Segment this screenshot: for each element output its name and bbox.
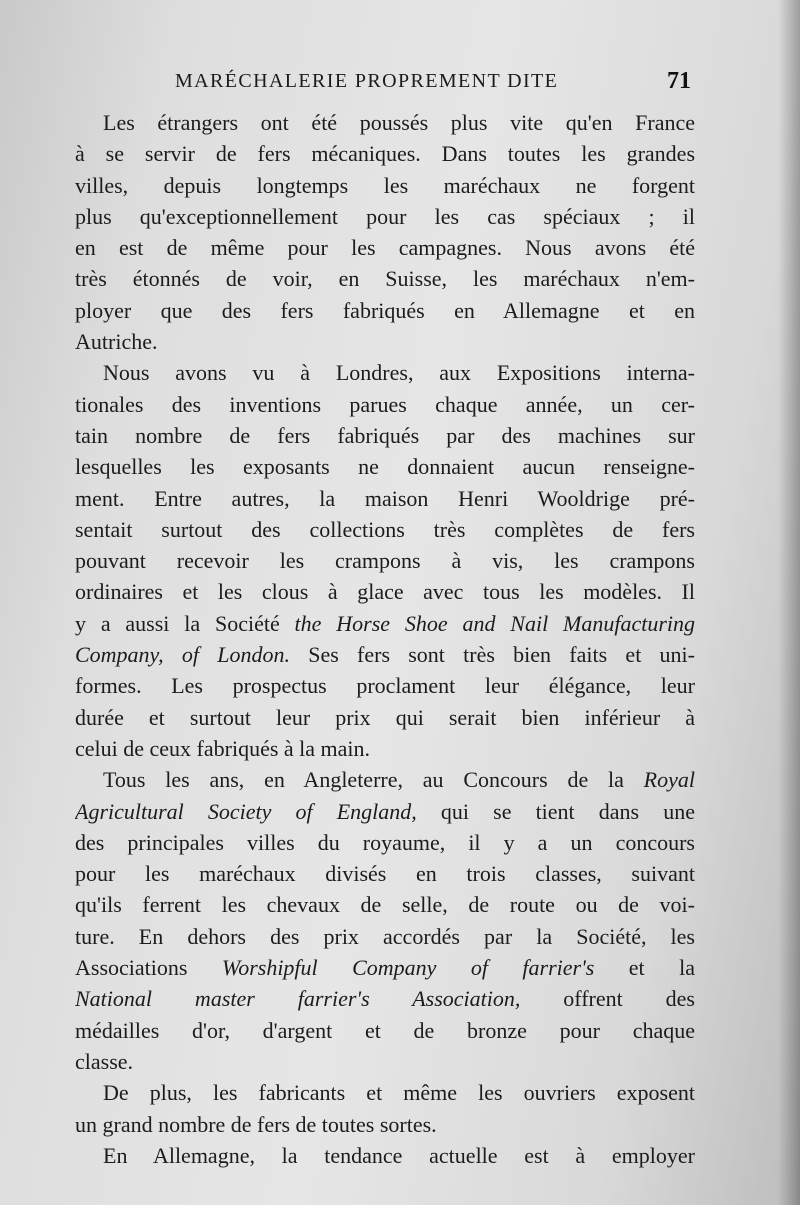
- text-line: En Allemagne, la tendance actuelle est à employer: [103, 1142, 695, 1168]
- text-line: tain nombre de fers fabriqués par des machines sur: [75, 422, 695, 448]
- text-line: Nous avons vu à Londres, aux Expositions interna-: [103, 360, 695, 386]
- text-line: classe.: [75, 1048, 134, 1074]
- text-line: [75, 764, 695, 795]
- text-line: pouvant recevoir les crampons à vis, les crampons: [75, 548, 695, 574]
- text-line: ment. Entre autres, la maison Henri Wooldrige pré-: [75, 485, 695, 511]
- text-line: celui de ceux fabriqués à la main.: [75, 735, 371, 761]
- text-line: très étonnés de voir, en Suisse, les maréchaux n'em-: [75, 266, 695, 292]
- text-line: tionales des inventions parues chaque année, un cer-: [75, 391, 695, 417]
- text-line: De plus, les fabricants et même les ouvriers exposent: [103, 1080, 695, 1106]
- text-line: ordinaires et les clous à glace avec tous les modèles. Il: [75, 579, 695, 605]
- text-run: offrent des: [520, 986, 695, 1012]
- running-head: [75, 70, 695, 100]
- text-run: Tous les ans, en Angleterre, au Concours de la: [103, 767, 644, 793]
- text-run: Ses fers sont très bien faits et uni-: [289, 642, 695, 668]
- society-name-italic: Royal: [643, 767, 695, 793]
- text-line: [75, 796, 695, 827]
- text-line: lesquelles les exposants ne donnaient aucun renseigne-: [75, 454, 695, 480]
- text-run: Associations: [75, 955, 222, 981]
- text-line: plus qu'exceptionnellement pour les cas spéciaux ; il: [75, 203, 695, 229]
- text-line: ployer que des fers fabriqués en Allemagne et en: [75, 297, 695, 323]
- text-run: qui se tient dans une: [416, 798, 695, 824]
- page-edge-shadow: [778, 0, 800, 1205]
- text-line: durée et surtout leur prix qui serait bien inférieur à: [75, 704, 695, 730]
- body-text: [75, 107, 695, 1171]
- text-line: en est de même pour les campagnes. Nous avons été: [75, 235, 695, 261]
- text-line: pour les maréchaux divisés en trois classes, suivant: [75, 861, 695, 887]
- text-line: sentait surtout des collections très complètes de fers: [75, 516, 695, 542]
- text-line: [75, 639, 695, 670]
- association-name-italic: Worshipful Company of farrier's: [221, 955, 595, 981]
- text-line: à se servir de fers mécaniques. Dans toutes les grandes: [75, 141, 695, 167]
- society-name-italic: Agricultural Society of England,: [75, 798, 417, 824]
- page-number: 71: [667, 68, 691, 94]
- text-line: Autriche.: [75, 329, 158, 355]
- text-line: [75, 608, 695, 639]
- text-run: y a aussi la Société: [75, 610, 295, 636]
- text-line: Les étrangers ont été poussés plus vite qu'en France: [103, 110, 695, 135]
- text-line: des principales villes du royaume, il y a un concours: [75, 829, 695, 855]
- text-line: [75, 952, 695, 983]
- company-name-italic: the Horse Shoe and Nail Manufacturing: [294, 610, 695, 636]
- text-line: médailles d'or, d'argent et de bronze pour chaque: [75, 1017, 695, 1043]
- text-line: qu'ils ferrent les chevaux de selle, de route ou de voi-: [75, 892, 695, 918]
- text-run: et la: [594, 955, 695, 981]
- association-name-italic: National master farrier's Association,: [75, 986, 521, 1012]
- text-line: ture. En dehors des prix accordés par la Société, les: [75, 923, 695, 949]
- text-line: [75, 983, 695, 1014]
- running-head-title: MARÉCHALERIE PROPREMENT DITE: [175, 70, 559, 92]
- company-name-italic: Company, of London.: [75, 642, 290, 668]
- text-line: villes, depuis longtemps les maréchaux ne forgent: [75, 172, 695, 198]
- text-line: un grand nombre de fers de toutes sortes.: [75, 1111, 437, 1137]
- text-line: formes. Les prospectus proclament leur élégance, leur: [75, 673, 695, 699]
